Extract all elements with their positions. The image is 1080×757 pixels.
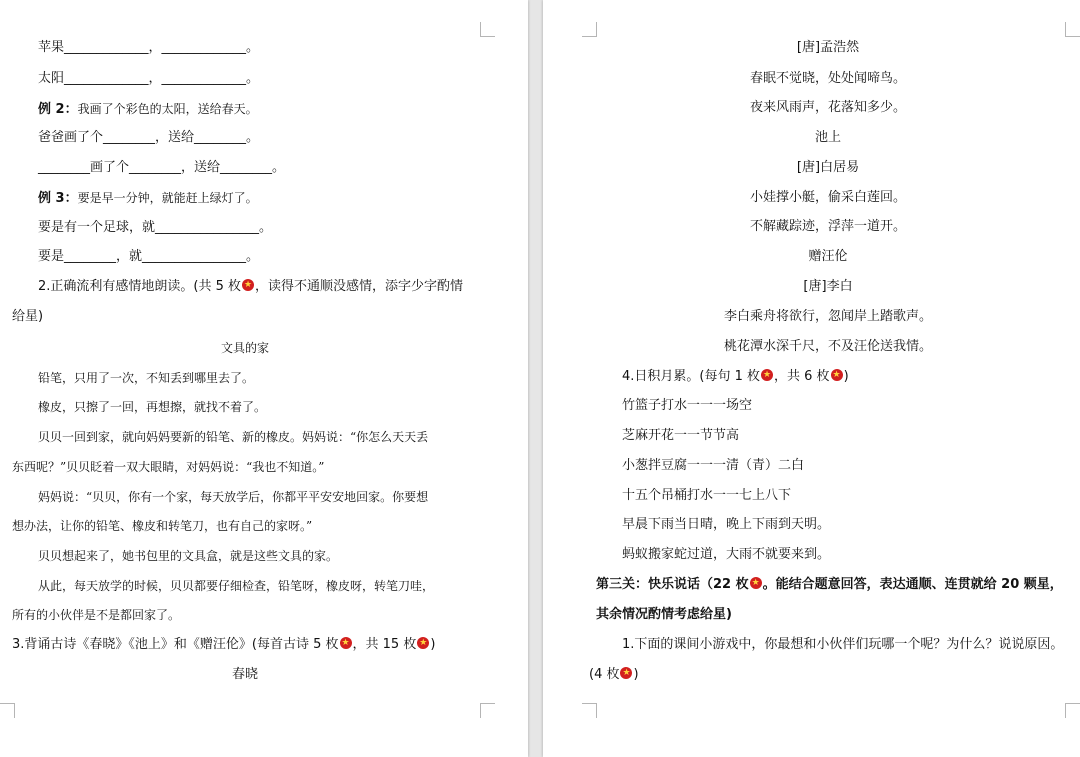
poem-line: 春眠不觉晓，处处闻啼鸟。	[749, 71, 906, 86]
saying-line: 蚂蚁搬家蛇过道，大雨不就要来到。	[622, 547, 831, 562]
story-paragraph: 橡皮，只擦了一回，再想擦，就找不着了。	[38, 400, 267, 414]
story-paragraph-cont: 想办法，让你的铅笔、橡皮和转笔刀，也有自己的家呀。”	[12, 519, 313, 533]
star-badge-icon	[761, 369, 773, 381]
poem-title: 赠汪伦	[808, 249, 848, 264]
right-page	[543, 0, 1080, 757]
story-paragraph: 贝贝一回到家，就向妈妈要新的铅笔、新的橡皮。妈妈说：“你怎么天天丢	[38, 430, 429, 444]
story-paragraph: 铅笔，只用了一次，不知丢到哪里去了。	[38, 371, 255, 385]
crop-mark	[582, 22, 597, 37]
crop-mark	[480, 22, 495, 37]
star-badge-icon	[831, 369, 843, 381]
example-text: 我画了个彩色的太阳，送给春天。	[77, 102, 258, 116]
star-badge-icon	[242, 279, 254, 291]
question-line: 1.下面的课间小游戏中，你最想和小伙伴们玩哪一个呢？为什么？说说原因。	[622, 637, 1064, 652]
crop-mark	[582, 703, 597, 718]
poem-line: 桃花潭水深千尺，不及汪伦送我情。	[723, 339, 932, 354]
story-paragraph-cont: 所有的小伙伴是不是都回家了。	[12, 608, 181, 622]
section-heading-cont: 其余情况酌情考虑给星)	[596, 607, 732, 622]
section-heading: 第三关：快乐说话（22 枚★ 。能结合题意回答，表达通顺、连贯就给 20 颗星，	[596, 577, 1063, 593]
poem-line: 小娃撑小艇，偷采白莲回。	[749, 190, 906, 205]
poem-line: 李白乘舟将欲行，忽闻岸上踏歌声。	[723, 309, 932, 324]
saying-line: 竹篮子打水一一一场空	[622, 398, 753, 413]
example-line	[38, 190, 258, 207]
saying-line: 早晨下雨当日晴，晚上下雨到天明。	[622, 517, 831, 532]
story-paragraph: 从此，每天放学的时候，贝贝都要仔细检查，铅笔呀，橡皮呀，转笔刀哇，	[38, 579, 435, 593]
poem-line: 不解藏踪迹，浮萍一道开。	[749, 219, 906, 234]
section-heading: 4.日积月累。(每句 1 枚★ ，共 6 枚★ )	[622, 369, 849, 385]
story-title: 文具的家	[220, 341, 269, 355]
story-paragraph: 妈妈说：“贝贝，你有一个家，每天放学后，你都平平安安地回家。你要想	[38, 490, 429, 504]
crop-mark	[1065, 22, 1080, 37]
fill-blank-line: 爸爸画了个________，送给________。	[38, 130, 260, 145]
fill-blank-line: 要是有一个足球，就________________。	[38, 220, 273, 235]
example-line	[38, 101, 258, 118]
section-heading-cont: 给星)	[12, 309, 44, 324]
poem-title: 池上	[814, 130, 841, 145]
poem-author: [唐]白居易	[796, 160, 860, 175]
fill-blank-line: 太阳_____________，_____________。	[38, 71, 260, 86]
crop-mark	[480, 703, 495, 718]
example-label: 例 3：	[38, 191, 78, 206]
star-badge-icon	[417, 637, 429, 649]
left-page	[0, 0, 528, 757]
poem-line: 夜来风雨声，花落知多少。	[749, 100, 906, 115]
star-badge-icon	[620, 667, 632, 679]
fill-blank-line: ________画了个________，送给________。	[38, 160, 286, 175]
fill-blank-line: 苹果_____________，_____________。	[38, 40, 260, 55]
story-paragraph: 贝贝想起来了，她书包里的文具盒，就是这些文具的家。	[38, 549, 339, 563]
section-heading: 2.正确流利有感情地朗读。(共 5 枚★ ，读得不通顺没感情，添字少字酌情	[38, 279, 463, 295]
saying-line: 小葱拌豆腐一一一清（青）二白	[622, 458, 805, 473]
star-badge-icon	[750, 577, 762, 589]
example-text: 要是早一分钟，就能赶上绿灯了。	[77, 191, 258, 205]
poem-title: 春晓	[231, 667, 258, 682]
story-paragraph-cont: 东西呢？”贝贝眨着一双大眼睛，对妈妈说：“我也不知道。”	[12, 460, 325, 474]
crop-mark	[0, 703, 15, 718]
saying-line: 十五个吊桶打水一一七上八下	[622, 488, 792, 503]
poem-author: [唐]李白	[803, 279, 853, 294]
section-heading: 3.背诵古诗《春晓》《池上》和《赠汪伦》(每首古诗 5 枚★ ，共 15 枚★ )	[12, 637, 435, 653]
crop-mark	[1065, 703, 1080, 718]
example-label: 例 2：	[38, 102, 78, 117]
star-badge-icon	[340, 637, 352, 649]
saying-line: 芝麻开花一一节节高	[622, 428, 740, 443]
question-line-cont: (4 枚★ )	[589, 667, 639, 683]
fill-blank-line: 要是________，就________________。	[38, 249, 260, 264]
poem-author: [唐]孟浩然	[796, 40, 860, 55]
